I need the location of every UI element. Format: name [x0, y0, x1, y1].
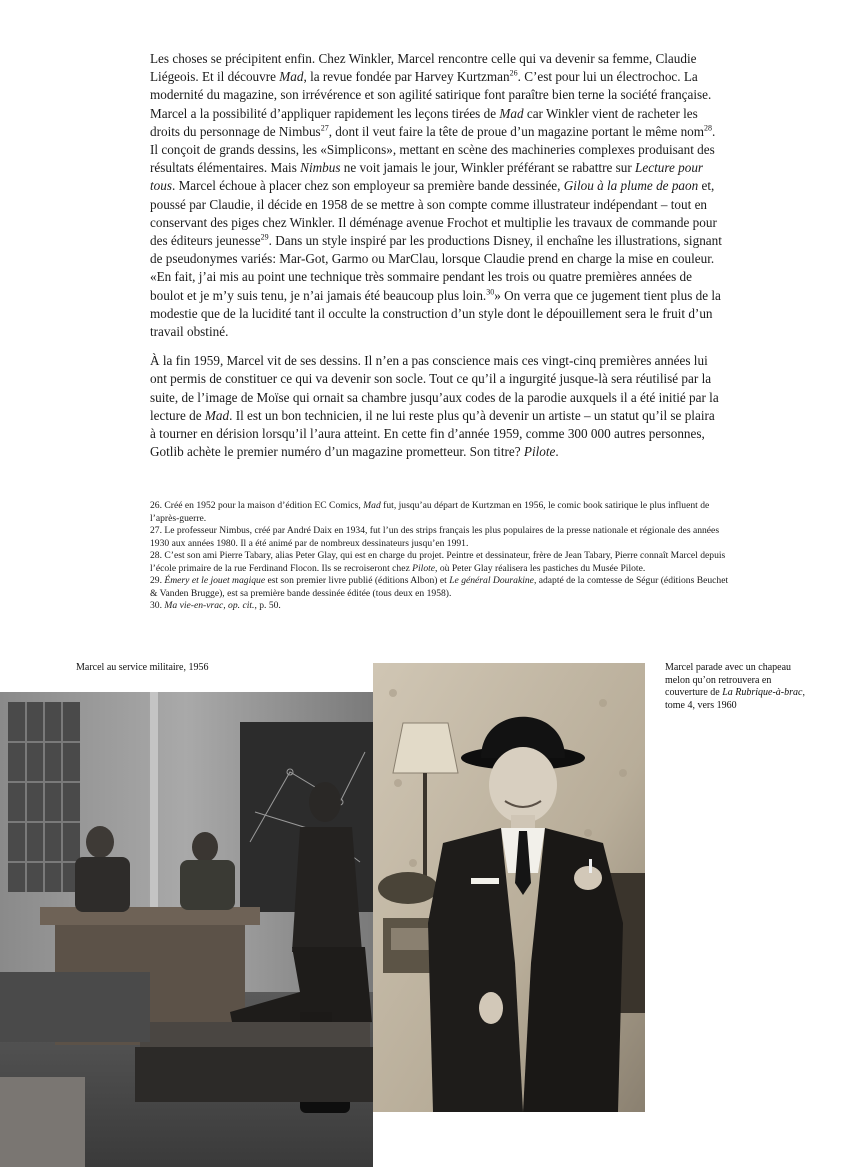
text-run: , tome 4, vers 1960 [665, 687, 805, 711]
text-run: car Winkler vient de racheter les droits du personnage de Nimbus [150, 105, 698, 139]
footnote-ref: 28 [704, 123, 713, 133]
text-run: 29. [150, 575, 165, 586]
footnote-26 [150, 500, 730, 525]
text-run: 30. [150, 600, 165, 611]
italic-text: Ma vie-en-vrac, op. cit. [164, 600, 255, 611]
italic-text: Mad [279, 69, 304, 85]
italic-text: Mad [363, 500, 381, 511]
italic-text: Pilote [412, 562, 436, 574]
footnote-29 [150, 575, 730, 600]
bowler-hat-portrait-photo [373, 663, 645, 1112]
main-text [150, 50, 722, 472]
italic-text: Nimbus [300, 160, 341, 176]
italic-text: Émery et le jouet magique [164, 575, 266, 586]
text-run: Marcel parade avec un chapeau melon qu’on retrouvera en couverture de [665, 662, 792, 698]
footnote-28 [150, 550, 730, 575]
paragraph-1 [150, 50, 722, 341]
footnote-30 [150, 600, 730, 613]
text-run: Les choses se précipitent enfin. Chez Winkler, Marcel rencontre celle qui va devenir sa femme, Claudie Liégeois. Et il découvre [150, 51, 697, 85]
italic-text: Lecture pour tous [150, 160, 704, 194]
text-run: À la fin 1959, Marcel vit de ses dessins. Il n’en a pas conscience mais ces vingt-cinq premières années lui ont permis de constituer ce qui va devenir son socle. Tout ce qu’il a ingurgité jusque-là sera réutilisé par la suite, de l’image de Moïse qui ornait sa chambre jusqu’aux codes de la parodie auxquels il a été initié par la lecture de [150, 353, 719, 423]
footnote-ref: 26 [509, 68, 518, 78]
text-run: . C’est pour lui un électrochoc. La modernité du magazine, son irrévérence et son agilité satirique font paraître bien terne la société française. Marcel a la possibilité d’appliquer rapidement les leçons tirées de [150, 69, 712, 121]
text-run: est son premier livre publié (éditions Albon) et [265, 575, 450, 586]
footnote-ref: 29 [260, 232, 269, 242]
paragraph-2 [150, 352, 722, 461]
text-run: , adapté de la comtesse de Ségur (éditions Beuchet & Vanden Brugge), est sa première bande dessinée éditée (tous deux en 1958). [150, 575, 729, 599]
italic-text: Le général Dourakine [449, 575, 534, 586]
text-run: 27. Le professeur Nimbus, créé par André Daix en 1934, fut l’un des strips français les plus populaires de la presse nationale et régionale des années 1930 aux années 1980. Il a été animé par de nombreux dessinateurs jusqu’en 1991. [150, 525, 720, 549]
military-room-photo [0, 692, 373, 1167]
text-run: fut, jusqu’au départ de Kurtzman en 1956, le comic book satirique le plus influent de l’après-guerre. [150, 500, 710, 524]
italic-text: Gilou à la plume de paon [563, 178, 699, 194]
footnote-ref: 30 [486, 287, 495, 297]
text-run: . Il est un bon technicien, il ne lui reste plus qu’à devenir un artiste – un statut qu’il se plaira à tourner en dérision lorsqu’il l’aura atteint. En cette fin d’année 1959, comme 300 000 autres personnes, Gotlib achète le premier numéro d’un magazine prometteur. Son titre? [150, 407, 715, 460]
footnote-ref: 27 [320, 123, 329, 133]
text-run: . Dans un style inspiré par les productions Disney, il enchaîne les illustrations, signant de pseudonymes variés: Mar-Got, Garmo ou MarClau, lorsque Claudie prend en charge la mise en couleur. «En fait, j’ai mis au point une technique très sommaire pendant les trois ou quatre premières années de boulot et je m’y suis tenu, je n’ai jamais été beaucoup plus loin. [150, 233, 722, 303]
text-run: , p. 50. [254, 600, 281, 611]
text-run: 26. Créé en 1952 pour la maison d’édition EC Comics, [150, 500, 364, 511]
text-run: , dont il veut faire la tête de proue d’un magazine portant le même nom [328, 123, 705, 139]
caption-bowler-hat [665, 662, 815, 712]
footnotes [150, 500, 730, 613]
italic-text: Mad [499, 105, 524, 121]
text-run: . [555, 444, 559, 460]
text-run: et, poussé par Claudie, il décide en 1958 de se mettre à son compte comme illustrateur indépendant – tout en conservant des piges chez Winkler. Il déménage avenue Frochot et multiplie les travaux de commande pour des éditeurs jeunesse [150, 178, 717, 249]
text-run: ne voit jamais le jour, Winkler préférant se rabattre sur [340, 160, 636, 176]
caption-military: Marcel au service militaire, 1956 [76, 662, 209, 673]
italic-text: La Rubrique-à-brac [722, 687, 803, 698]
italic-text: Pilote [523, 444, 556, 460]
text-run: , où Peter Glay réalisera les pastiches du Musée Pilote. [435, 562, 646, 574]
text-run: 28. C’est son ami Pierre Tabary, alias Peter Glay, qui est en charge du projet. Peintre et dessinateur, frère de Jean Tabary, Pierre connaît Marcel depuis l’école primaire de la rue Ferdinand Flocon. Ils se recroiseront chez [150, 550, 726, 574]
footnote-27 [150, 525, 730, 550]
text-run: . Marcel échoue à placer chez son employeur sa première bande dessinée, [171, 178, 564, 194]
text-run: . Il conçoit de grands dessins, les «Simplicons», mettant en scène des machineries complexes produisant des résultats élémentaires. Mais [150, 123, 716, 176]
text-run: » On verra que ce jugement tient plus de la modestie que de la lucidité tant il occulte la construction d’un style dont le dépouillement sera le fruit d’un travail obstiné. [150, 287, 721, 340]
text-run: , la revue fondée par Harvey Kurtzman [303, 69, 510, 85]
italic-text: Mad [204, 407, 230, 423]
